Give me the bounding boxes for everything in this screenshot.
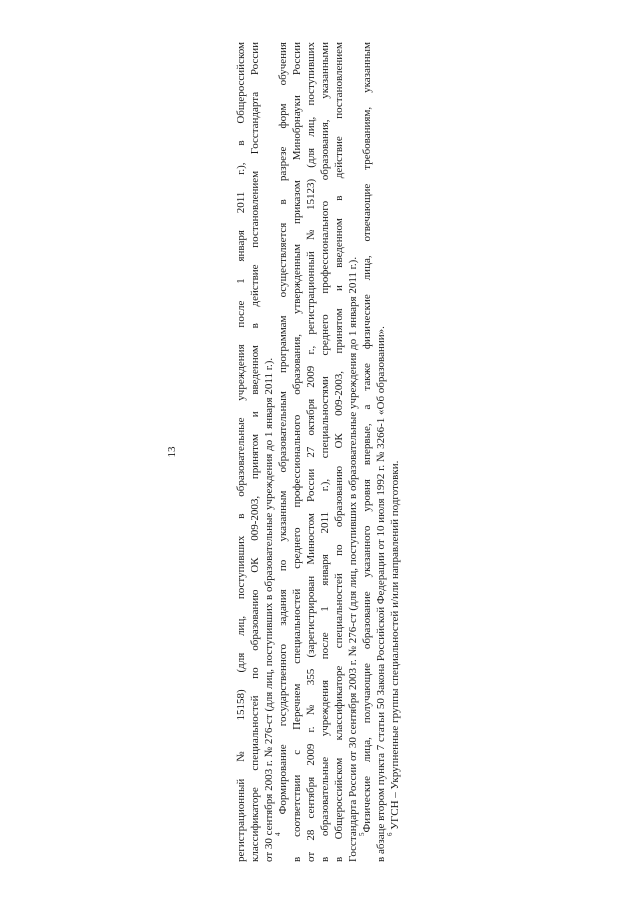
footnote-6-text: УГСН – Укрупненные группы специальностей и/или направлений подготовки. xyxy=(389,460,401,833)
text-line: от 30 сентября 2003 г. № 276-ст (для лиц, поступивших в образовательные учреждения до 1 января 2011 г.). xyxy=(263,357,275,862)
text-line: классификаторе специальностей по образованию ОК 009-2003, принятом и введенном в действие постановлением Госстандарта России xyxy=(249,42,261,862)
footnote-5-line xyxy=(360,42,374,862)
footnote-5-marker: 5 xyxy=(358,832,367,836)
footnotes-block xyxy=(234,42,402,862)
footnote-6-line xyxy=(388,42,402,862)
text-line: Госстандарта России от 30 сентября 2003 г. № 276-ст (для лиц, поступивших в образовательные учреждения до 1 января 2011 г.). xyxy=(347,256,359,862)
rotated-content xyxy=(165,42,475,862)
footnote-6-marker: 6 xyxy=(386,832,395,836)
footnote-5-text: Физические лица, получающие образование указанного уровня впервые, а также физические лица, отвечающие требованиям, указанным xyxy=(361,42,373,833)
text-line: в соответствии с Перечнем специальностей среднего профессионального образования, утвержденным приказом Минобрнауки России xyxy=(291,42,303,862)
text-line: в абзаце втором пункта 7 статьи 50 Закона Российской Федерации от 10 июля 1992 г. № 3266-1 «Об образовании». xyxy=(375,326,387,862)
page-number: 13 xyxy=(166,446,178,458)
footnote-4-text: Формирование государственного задания по указанным образовательным программам осуществляется в разрезе форм обучения xyxy=(277,42,289,833)
text-line: в образовательные учреждения после 1 января 2011 г.), специальностями среднего профессионального образования, указанными xyxy=(319,42,331,862)
footnote-4-marker: 4 xyxy=(274,832,283,836)
footnote-4-line xyxy=(276,42,290,862)
text-line: в Общероссийском классификаторе специальностей по образованию ОК 009-2003, принятом и введенном в действие постановлением xyxy=(333,42,345,862)
text-line: от 28 сентября 2009 г. № 355 (зарегистрирован Минюстом России 27 октября 2009 г., регистрационный № 15123) (для лиц, поступивших xyxy=(305,42,317,862)
text-line: регистрационный № 15158) (для лиц, поступивших в образовательные учреждения после 1 января 2011 г.), в Общероссийском xyxy=(235,42,247,862)
